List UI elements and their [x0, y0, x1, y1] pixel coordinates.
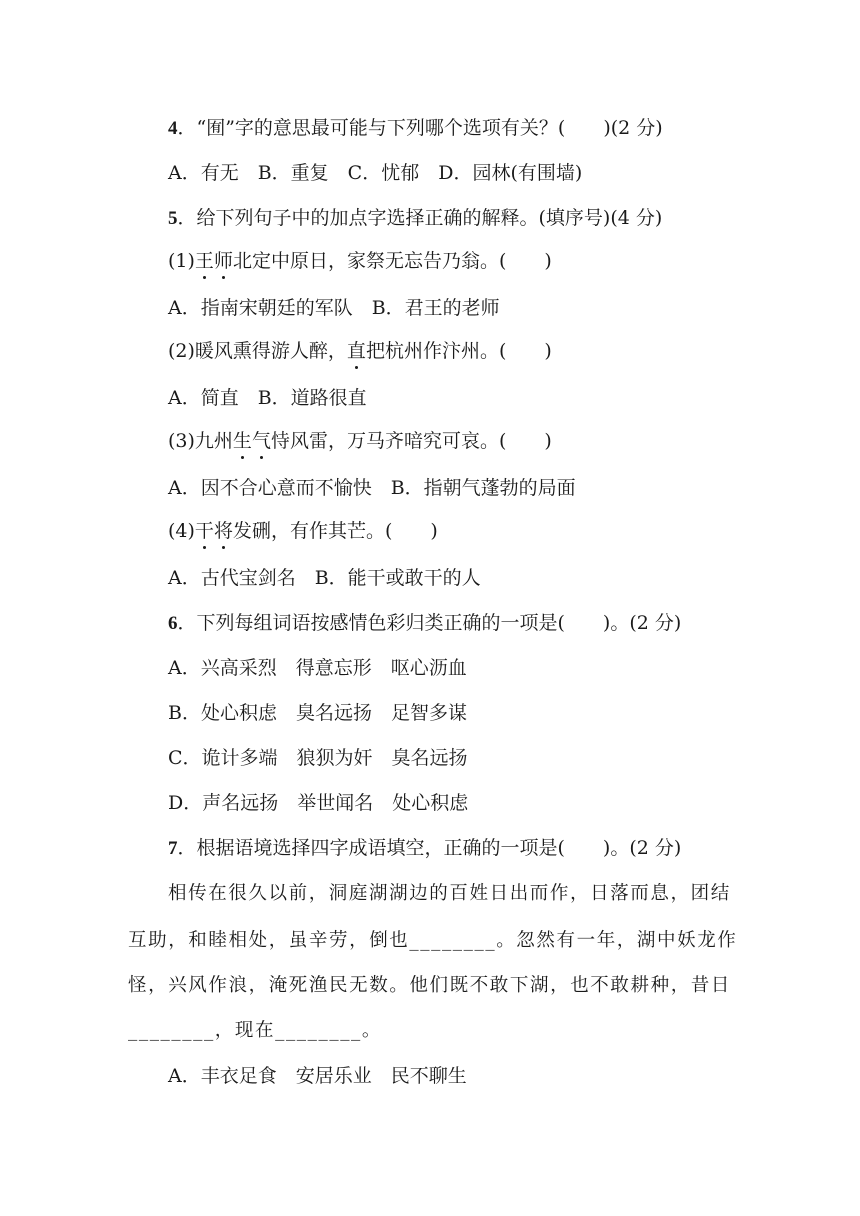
question-5-options-3: A．因不合心意而不愉快 B．指朝气蓬勃的局面	[168, 477, 576, 499]
question-5-sentence-3	[168, 429, 552, 453]
question-number: 6	[168, 613, 178, 634]
question-5-options-1: A．指南宋朝廷的军队 B．君王的老师	[168, 297, 500, 319]
question-4-stem	[168, 116, 663, 141]
dotted-char: 干	[194, 520, 214, 542]
question-text: ．“囿”字的意思最可能与下列哪个选项有关？( )(2 分)	[177, 117, 663, 139]
question-6-option-a: A．兴高采烈 得意忘形 呕心沥血	[168, 657, 467, 679]
dotted-char: 将	[213, 520, 233, 542]
passage-line-2: 互助，和睦相处，虽辛劳，倒也________。忽然有一年，湖中妖龙作	[128, 930, 738, 951]
question-text: ．下列每组词语按感情色彩归类正确的一项是( )。(2 分)	[177, 612, 682, 634]
dotted-char: 王	[194, 250, 214, 272]
question-5-sentence-2	[168, 339, 552, 363]
passage-line-1: 相传在很久以前，洞庭湖湖边的百姓日出而作，日落而息，团结	[168, 883, 731, 904]
question-4-options: A．有无 B．重复 C．忧郁 D．园林(有围墙)	[168, 162, 583, 184]
question-6-stem	[168, 611, 681, 636]
passage-line-4: ________，现在________。	[128, 1020, 383, 1041]
question-5-options-4: A．古代宝剑名 B．能干或敢干的人	[168, 567, 481, 589]
question-5-options-2: A．简直 B．道路很直	[168, 387, 367, 409]
sentence-text: 北定中原日，家祭无忘告乃翁。( )	[232, 250, 552, 272]
question-7-stem	[168, 836, 681, 861]
dotted-char: 直	[346, 340, 366, 362]
passage-line-3: 怪，兴风作浪，淹死渔民无数。他们既不敢下湖，也不敢耕种，昔日	[128, 975, 732, 996]
question-6-option-c: C．诡计多端 狼狈为奸 臭名远扬	[168, 747, 468, 769]
sentence-text: 发硎，有作其芒。( )	[232, 520, 438, 542]
question-text: ．给下列句子中的加点字选择正确的解释。(填序号)(4 分)	[177, 207, 663, 229]
question-7-option-a: A．丰衣足食 安居乐业 民不聊生	[168, 1065, 467, 1087]
question-5-stem	[168, 206, 662, 231]
sentence-text: 恃风雷，万马齐喑究可哀。( )	[270, 430, 552, 452]
dotted-char: 生	[232, 430, 252, 452]
question-number: 7	[168, 838, 178, 859]
question-number: 5	[168, 208, 178, 229]
question-6-option-d: D．声名远扬 举世闻名 处心积虑	[168, 792, 469, 814]
question-6-option-b: B．处心积虑 臭名远扬 足智多谋	[168, 702, 467, 724]
sentence-text: (1)	[168, 250, 195, 272]
dotted-char: 气	[251, 430, 271, 452]
sentence-text: 把杭州作汴州。( )	[365, 340, 552, 362]
question-text: ．根据语境选择四字成语填空，正确的一项是( )。(2 分)	[177, 837, 682, 859]
sentence-text: (4)	[168, 520, 195, 542]
sentence-text: (3)九州	[168, 430, 233, 452]
question-5-sentence-4	[168, 519, 438, 543]
dotted-char: 师	[213, 250, 233, 272]
question-number: 4	[168, 118, 178, 139]
question-5-sentence-1	[168, 249, 552, 273]
sentence-text: (2)暖风熏得游人醉，	[168, 340, 347, 362]
